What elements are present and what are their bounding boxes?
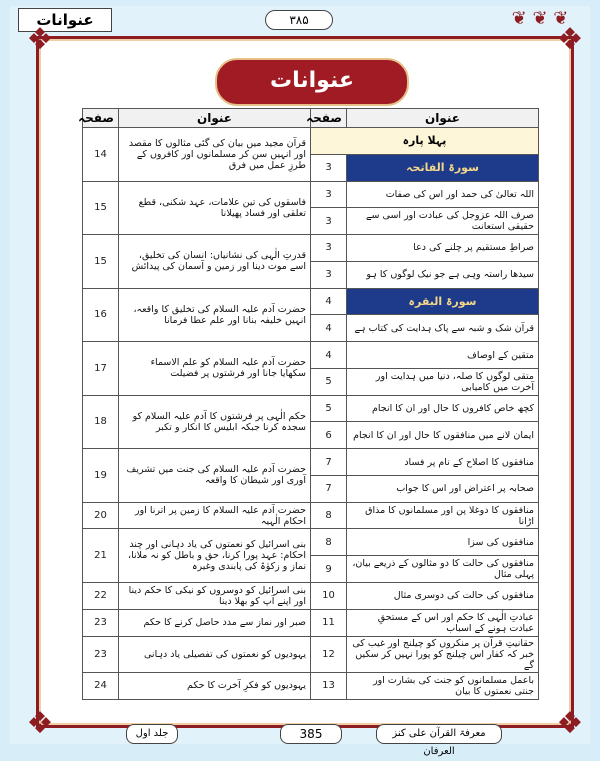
left-entry-page: 24 <box>83 672 119 699</box>
corner-ornament-icon: ❖ <box>26 706 54 741</box>
table-row <box>83 672 539 699</box>
surah-heading: سورۃ الفاتحہ <box>347 154 539 181</box>
right-entry-title: متقی لوگوں کا صلہ، دنیا میں ہدایت اور آخرت میں کامیابی <box>347 368 539 395</box>
left-entry-title: حضرت آدم علیہ السلام کا زمین پر اترنا اور احکام الٰہیہ <box>119 502 311 529</box>
table-row <box>83 342 539 369</box>
right-entry-title: سیدھا راستہ وہی ہے جو نیک لوگوں کا ہو <box>347 261 539 288</box>
right-entry-page: 4 <box>311 288 347 315</box>
right-entry-title: کچھ خاص کافروں کا حال اور ان کا انجام <box>347 395 539 422</box>
right-entry-page: 13 <box>311 672 347 699</box>
left-entry-title: حکم الٰہی پر فرشتوں کا آدم علیہ السلام کو سجدہ کرنا جبکہ ابلیس کا انکار و تکبر <box>119 395 311 449</box>
header-title: عنوانات <box>18 8 112 32</box>
right-entry-title: متقین کے اوصاف <box>347 342 539 369</box>
table-row <box>83 609 539 636</box>
right-entry-title: اللہ تعالیٰ کی حمد اور اس کی صفات <box>347 181 539 208</box>
table-row <box>83 288 539 315</box>
left-entry-page: 20 <box>83 502 119 529</box>
header-page-number: ۳۸۵ <box>265 10 333 30</box>
left-entry-page: 21 <box>83 529 119 583</box>
left-page-header: صفحہ <box>83 109 119 128</box>
right-entry-page: 3 <box>311 208 347 235</box>
right-entry-page: 6 <box>311 422 347 449</box>
right-entry-title: منافقوں کا دوغلا پن اور مسلمانوں کا مذاق اڑانا <box>347 502 539 529</box>
right-entry-title: منافقوں کی حالت کا دو مثالوں کے ذریعے بیان، پہلی مثال <box>347 556 539 583</box>
left-entry-page: 22 <box>83 583 119 610</box>
left-entry-page: 19 <box>83 449 119 503</box>
right-entry-title: صرف اللہ عزوجل کی عبادت اور اسی سے حقیقی استعانت <box>347 208 539 235</box>
right-entry-page: 8 <box>311 529 347 556</box>
right-entry-title: قرآن شک و شبہ سے پاک ہدایت کی کتاب ہے <box>347 315 539 342</box>
section-banner: عنوانات <box>215 58 409 106</box>
table-row <box>83 502 539 529</box>
left-entry-title: صبر اور نماز سے مدد حاصل کرنے کا حکم <box>119 609 311 636</box>
right-entry-page: 7 <box>311 449 347 476</box>
left-entry-page: 18 <box>83 395 119 449</box>
left-entry-page: 16 <box>83 288 119 342</box>
right-entry-page: 3 <box>311 181 347 208</box>
left-entry-title: حضرت آدم علیہ السلام کی جنت میں تشریف آوری اور شیطان کا واقعہ <box>119 449 311 503</box>
right-topic-header: عنوان <box>347 109 539 128</box>
right-entry-title: ایمان لانے میں منافقوں کا حال اور ان کا انجام <box>347 422 539 449</box>
left-entry-title: حضرت آدم علیہ السلام کو علم الاسماء سکھایا جانا اور فرشتوں پر فضیلت <box>119 342 311 396</box>
table-row <box>83 529 539 556</box>
left-entry-page: 23 <box>83 636 119 672</box>
left-entry-page: 17 <box>83 342 119 396</box>
right-entry-page: 9 <box>311 556 347 583</box>
contents-table <box>78 108 539 700</box>
right-entry-title: منافقوں کی سزا <box>347 529 539 556</box>
para-heading: پہلا پارہ <box>311 128 539 155</box>
right-entry-title: حقانیتِ قرآن پر منکروں کو چیلنج اور غیب کی خبر کہ کفار اس چیلنج کو پورا نہیں کر سکیں گے <box>347 636 539 672</box>
left-entry-page: 23 <box>83 609 119 636</box>
right-entry-page: 3 <box>311 154 347 181</box>
right-entry-page: 4 <box>311 315 347 342</box>
left-entry-title: بنی اسرائیل کو نعمتوں کی یاد دہانی اور چند احکام: عہد پورا کرنا، حق و باطل کو نہ ملانا، نماز و زکوٰۃ کی پابندی وغیرہ <box>119 529 311 583</box>
right-page-header: صفحہ <box>311 109 347 128</box>
right-entry-page: 11 <box>311 609 347 636</box>
left-entry-page: 14 <box>83 128 119 182</box>
header-ornament-icon: ❦ ❦ ❦ <box>511 8 569 29</box>
right-entry-page: 12 <box>311 636 347 672</box>
left-entry-title: قرآن مجید میں بیان کی گئی مثالوں کا مقصد اور انہیں سن کر مسلمانوں اور کافروں کے طرزِ عمل میں فرق <box>119 128 311 182</box>
right-entry-title: صراطِ مستقیم پر چلنے کی دعا <box>347 235 539 262</box>
right-entry-title: منافقوں کا اصلاح کے نام پر فساد <box>347 449 539 476</box>
right-entry-page: 5 <box>311 368 347 395</box>
left-topic-header: عنوان <box>119 109 311 128</box>
surah-heading: سورۃ البقرہ <box>347 288 539 315</box>
right-entry-title: باعمل مسلمانوں کو جنت کی بشارت اور جنتی نعمتوں کا بیان <box>347 672 539 699</box>
right-entry-page: 7 <box>311 475 347 502</box>
table-row <box>83 636 539 672</box>
left-entry-page: 15 <box>83 181 119 235</box>
footer-page-number: 385 <box>280 724 342 744</box>
left-entry-title: حضرت آدم علیہ السلام کی تخلیق کا واقعہ، انہیں خلیفہ بنانا اور علم عطا فرمانا <box>119 288 311 342</box>
table-row <box>83 449 539 476</box>
corner-ornament-icon: ❖ <box>26 22 54 57</box>
right-entry-page: 4 <box>311 342 347 369</box>
right-entry-title: صحابہ پر اعتراض اور اس کا جواب <box>347 475 539 502</box>
left-entry-title: قدرتِ الٰہی کی نشانیاں: انسان کی تخلیق، اسے موت دینا اور زمین و آسمان کی پیدائش <box>119 235 311 289</box>
left-entry-title: یہودیوں کو فکرِ آخرت کا حکم <box>119 672 311 699</box>
corner-ornament-icon: ❖ <box>556 706 584 741</box>
right-entry-title: منافقوں کی حالت کی دوسری مثال <box>347 583 539 610</box>
table-row <box>83 583 539 610</box>
footer-book-title: معرفۃ القرآن علی کنز العرفان <box>376 724 502 744</box>
left-entry-page: 15 <box>83 235 119 289</box>
corner-ornament-icon: ❖ <box>556 22 584 57</box>
left-entry-title: بنی اسرائیل کو دوسروں کو نیکی کا حکم دینا اور اپنے آپ کو بھلا دینا <box>119 583 311 610</box>
right-entry-page: 8 <box>311 502 347 529</box>
left-entry-title: یہودیوں کو نعمتوں کی تفصیلی یاد دہانی <box>119 636 311 672</box>
right-entry-page: 3 <box>311 235 347 262</box>
table-row <box>83 235 539 262</box>
page <box>10 6 590 757</box>
right-entry-page: 5 <box>311 395 347 422</box>
table-row <box>83 181 539 208</box>
footer-volume: جلد اول <box>126 724 178 744</box>
left-entry-title: فاسقوں کی تین علامات، عہد شکنی، قطع تعلقی اور فساد پھیلانا <box>119 181 311 235</box>
table-row <box>83 128 539 155</box>
table-row <box>83 395 539 422</box>
right-entry-page: 3 <box>311 261 347 288</box>
right-entry-page: 10 <box>311 583 347 610</box>
right-entry-title: عبادتِ الٰہی کا حکم اور اس کے مستحقِ عبادت ہونے کے اسباب <box>347 609 539 636</box>
